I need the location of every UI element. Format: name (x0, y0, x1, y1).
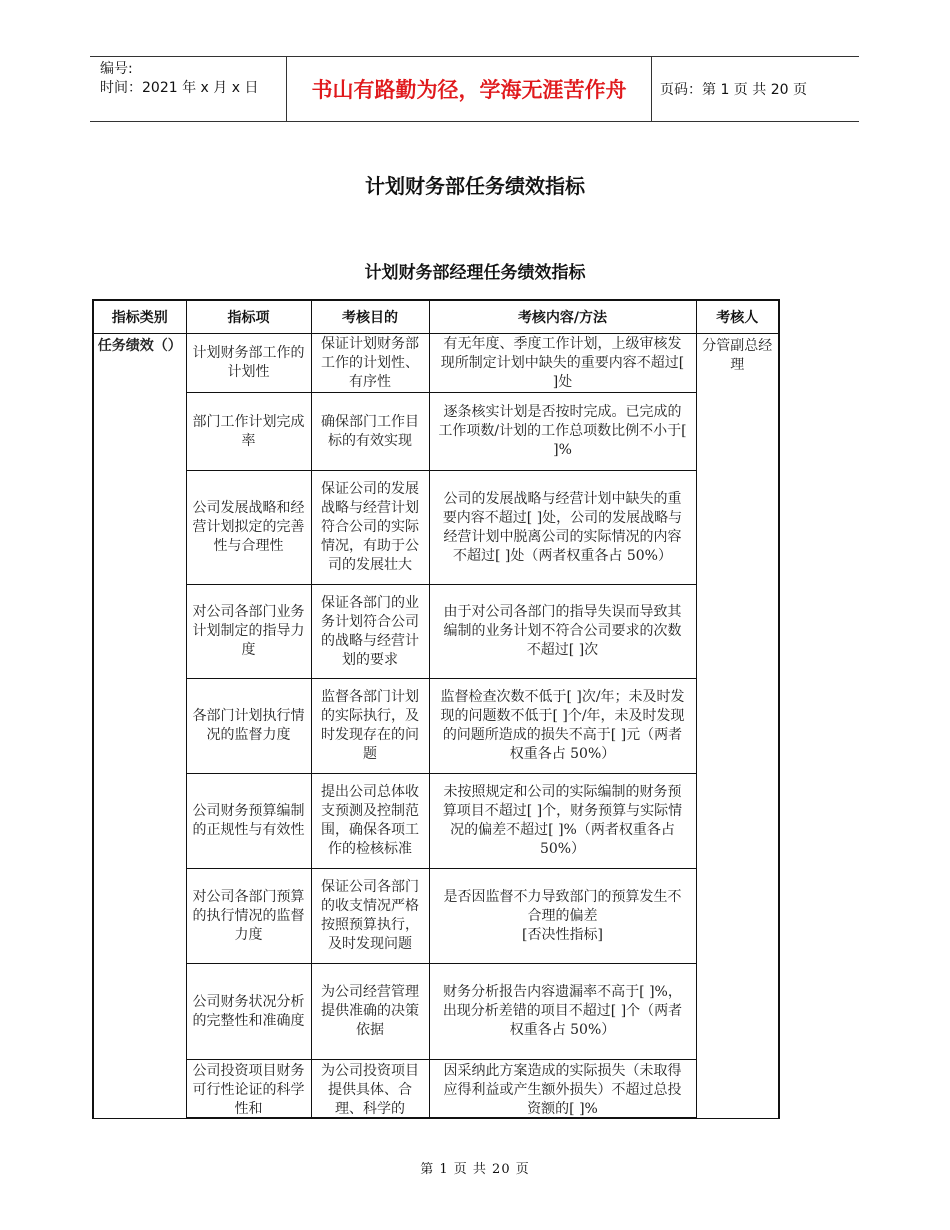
header-divider (651, 56, 652, 121)
column-header: 考核内容/方法 (429, 300, 696, 334)
assessment-method: 逐条核实计划是否按时完成。已完成的工作项数/计划的工作总项数比例不小于[ ]% (429, 393, 696, 471)
indicator-item: 公司财务预算编制的正规性与有效性 (186, 774, 311, 869)
assessment-method: 监督检查次数不低于[ ]次/年；未及时发现的问题数不低于[ ]个/年，未及时发现的问题所造成的损失不高于[ ]元（两者权重各占 50%） (429, 679, 696, 774)
column-header: 考核人 (696, 300, 779, 334)
document-number-label: 编号: (100, 61, 133, 77)
table-row (93, 585, 779, 679)
column-header: 考核目的 (311, 300, 429, 334)
assessment-method: 是否因监督不力导致部门的预算发生不合理的偏差 [否决性指标] (429, 869, 696, 964)
assessment-method-text: 因采纳此方案造成的实际损失（未取得应得利益或产生额外损失）不超过总投资额的[ ]% (443, 1063, 682, 1117)
assessment-method: 公司的发展战略与经营计划中缺失的重要内容不超过[ ]处，公司的发展战略与经营计划中脱离公司的实际情况的内容不超过[ ]处（两者权重各占 50%） (429, 471, 696, 585)
header-meta (100, 60, 285, 98)
indicator-item-text: 公司投资项目财务可行性论证的科学性和 (192, 1063, 305, 1117)
header-page-info: 页码：第 1 页 共 20 页 (660, 81, 807, 98)
assessment-method: 未按照规定和公司的实际编制的财务预算项目不超过[ ]个，财务预算与实际情况的偏差不超过[ ]%（两者权重各占 50%） (429, 774, 696, 869)
indicator-item: 公司发展战略和经营计划拟定的完善性与合理性 (186, 471, 311, 585)
column-header: 指标项 (186, 300, 311, 334)
indicator-item: 对公司各部门预算的执行情况的监督力度 (186, 869, 311, 964)
indicator-item: 各部门计划执行情况的监督力度 (186, 679, 311, 774)
assessment-method: 财务分析报告内容遗漏率不高于[ ]%，出现分析差错的项目不超过[ ]个（两者权重各占 50%） (429, 964, 696, 1060)
document-time-label: 时间：2021 年 x 月 x 日 (100, 80, 259, 96)
assessment-purpose: 监督各部门计划的实际执行，及时发现存在的问题 (311, 679, 429, 774)
assessment-purpose: 保证公司各部门的收支情况严格按照预算执行，及时发现问题 (311, 869, 429, 964)
page-title: 计划财务部任务绩效指标 (365, 174, 585, 198)
assessment-purpose: 确保部门工作目标的有效实现 (311, 393, 429, 471)
indicator-item (186, 1060, 311, 1119)
assessment-purpose (311, 1060, 429, 1119)
assessment-purpose: 为公司经营管理提供准确的决策依据 (311, 964, 429, 1060)
table-row (93, 964, 779, 1060)
table-row (93, 679, 779, 774)
assessment-method: 由于对公司各部门的指导失误而导致其编制的业务计划不符合公司要求的次数不超过[ ]次 (429, 585, 696, 679)
indicator-item: 对公司各部门业务计划制定的指导力度 (186, 585, 311, 679)
reviewer: 分管副总经理 (696, 334, 779, 1119)
assessment-method: 有无年度、季度工作计划，上级审核发现所制定计划中缺失的重要内容不超过[ ]处 (429, 334, 696, 393)
assessment-purpose: 保证各部门的业务计划符合公司的战略与经营计划的要求 (311, 585, 429, 679)
table-row (93, 774, 779, 869)
indicator-category: 任务绩效（） (93, 334, 186, 1119)
table-row (93, 1060, 779, 1119)
assessment-purpose: 提出公司总体收支预测及控制范围，确保各项工作的检核标准 (311, 774, 429, 869)
table-row (93, 471, 779, 585)
kpi-table (92, 299, 780, 1119)
assessment-purpose: 保证计划财务部工作的计划性、有序性 (311, 334, 429, 393)
page-footer: 第 1 页 共 20 页 (420, 1162, 530, 1177)
assessment-purpose: 保证公司的发展战略与经营计划符合公司的实际情况，有助于公司的发展壮大 (311, 471, 429, 585)
section-subtitle: 计划财务部经理任务绩效指标 (364, 263, 586, 283)
assessment-method (429, 1060, 696, 1119)
table-row (93, 334, 779, 393)
table-row (93, 393, 779, 471)
header-bottom-rule (90, 121, 859, 122)
indicator-item: 公司财务状况分析的完整性和准确度 (186, 964, 311, 1060)
table-row (93, 869, 779, 964)
indicator-item: 部门工作计划完成率 (186, 393, 311, 471)
table-header-row (93, 300, 779, 334)
assessment-purpose-text: 为公司投资项目提供具体、合理、科学的 (321, 1063, 419, 1117)
indicator-item: 计划财务部工作的计划性 (186, 334, 311, 393)
column-header: 指标类别 (93, 300, 186, 334)
header-motto: 书山有路勤为径，学海无涯苦作舟 (311, 77, 627, 102)
